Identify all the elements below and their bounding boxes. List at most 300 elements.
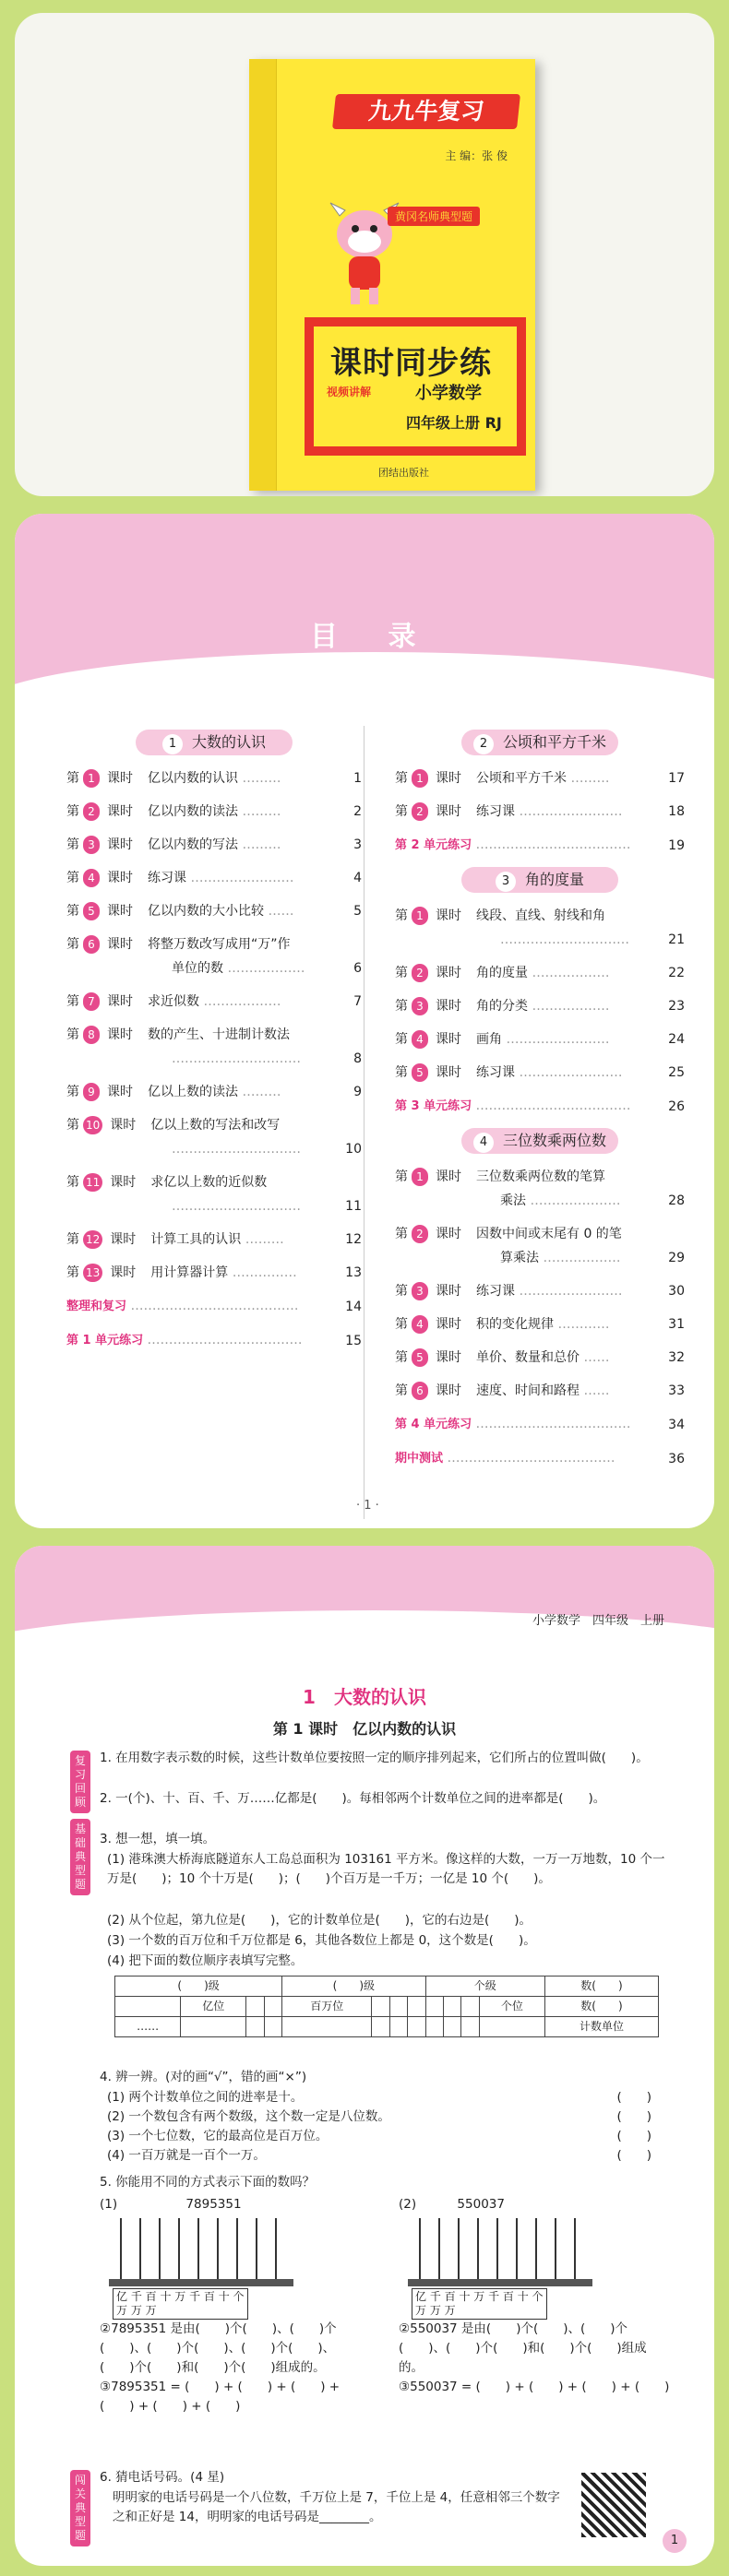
toc-lesson-title: 练习课 — [476, 804, 515, 819]
toc-lesson-prefix: 第 — [66, 1175, 79, 1190]
abacus-units: 亿 千 百 十 万 千 百 十 个 万 万 万 — [113, 2288, 248, 2320]
toc-lesson-title: 公顷和平方千米 — [476, 771, 567, 786]
toc-lesson-number: 3 — [83, 836, 100, 854]
toc-lesson-number: 8 — [83, 1026, 100, 1044]
toc-lesson-number: 4 — [83, 869, 100, 887]
judge-text: (1) 两个计数单位之间的进率是十。 — [107, 2090, 304, 2105]
toc-lesson-number: 2 — [83, 802, 100, 821]
toc-leader: ………… — [554, 1317, 610, 1332]
toc-page: 32 — [668, 1350, 685, 1365]
toc-leader: ……………… — [223, 961, 305, 976]
toc-extra-row — [66, 1328, 362, 1353]
toc-extra-title: 第 2 单元练习 — [395, 838, 472, 852]
toc-leader: …………………… — [186, 871, 294, 885]
toc-lesson-unit: 课时 — [436, 1227, 461, 1241]
toc-page: 17 — [668, 771, 685, 786]
toc-lesson-prefix: 第 — [395, 1227, 408, 1241]
toc-page-number: · 1 · — [356, 1499, 379, 1513]
section-pill — [461, 867, 618, 893]
toc-page: 30 — [668, 1284, 685, 1299]
toc-page: 19 — [668, 838, 685, 853]
section-title: 角的度量 — [524, 871, 584, 888]
toc-row — [66, 800, 362, 824]
table-cell: 个位 — [479, 1997, 544, 2017]
toc-row — [395, 994, 685, 1018]
toc-lesson-title: 练习课 — [476, 1065, 515, 1080]
toc-lesson-title: 三位数乘两位数的笔算 — [476, 1169, 605, 1184]
toc-extra-row — [395, 833, 685, 858]
toc-row — [395, 800, 685, 824]
abacus-rod — [178, 2218, 180, 2279]
question-6-text: 明明家的电话号码是一个八位数，千万位上是 7，千位上是 4，任意相邻三个数字之和正好是 14，明明家的电话号码是________。 — [113, 2490, 560, 2524]
toc-right-column — [395, 726, 685, 1480]
toc-lesson-title: 练习课 — [476, 1284, 515, 1299]
abacus-bar — [408, 2279, 592, 2286]
toc-extra-row — [66, 1294, 362, 1319]
toc-extra-title: 期中测试 — [395, 1452, 444, 1466]
toc-lesson-number: 10 — [83, 1116, 102, 1134]
toc-lesson-unit: 课时 — [110, 1232, 137, 1247]
toc-leader: ……… — [238, 771, 281, 786]
toc-page: 2 — [353, 804, 362, 819]
abacus-rod — [197, 2218, 199, 2279]
toc-lesson-unit: 课时 — [107, 837, 133, 852]
toc-page: 31 — [668, 1317, 685, 1332]
toc-leader: …… — [580, 1383, 610, 1398]
question-6: 6. 猜电话号码。(4 星) — [100, 2470, 225, 2485]
table-cell: 计数单位 — [544, 2017, 658, 2037]
toc-leader: …………………… — [515, 804, 623, 819]
toc-page: 11 — [345, 1199, 362, 1214]
toc-leader: …………………… — [515, 1065, 623, 1080]
toc-row — [395, 1279, 685, 1303]
toc-page: 25 — [668, 1065, 685, 1080]
table-cell: ( )级 — [282, 1977, 425, 1997]
toc-page: 8 — [353, 1051, 362, 1066]
toc-row — [395, 1027, 685, 1051]
section-pill — [461, 1128, 618, 1154]
toc-row — [66, 932, 362, 980]
abacus-rod — [159, 2218, 161, 2279]
toc-row — [66, 899, 362, 923]
toc-lesson-unit: 课时 — [436, 1284, 461, 1299]
toc-lesson-number: 4 — [412, 1315, 428, 1334]
slogan-badge: 黄冈名师典型题 — [388, 207, 480, 226]
toc-lesson-number: 1 — [412, 769, 428, 788]
table-cell: 亿位 — [181, 1997, 246, 2017]
question-4: 4. 辨一辨。(对的画“√”，错的画“×”) — [100, 2070, 307, 2084]
toc-page: 23 — [668, 999, 685, 1014]
toc-lesson-prefix: 第 — [395, 1169, 408, 1184]
toc-lesson-prefix: 第 — [395, 771, 408, 786]
section-pill — [461, 730, 618, 755]
judge-answer-box: ( ) — [616, 2109, 651, 2124]
toc-leader: ………………………………… — [443, 1451, 615, 1466]
toc-lesson-prefix: 第 — [395, 908, 408, 923]
table-cell: 百万位 — [282, 1997, 372, 2017]
toc-lesson-number: 2 — [412, 1225, 428, 1243]
book-cover — [249, 59, 535, 491]
abacus-2-expansion: ③550037 = ( ) + ( ) + ( ) + ( ) — [399, 2380, 670, 2394]
toc-lesson-number: 5 — [83, 902, 100, 920]
toc-lesson-title: 计算工具的认识 — [150, 1232, 242, 1247]
subject-label: 小学数学 — [415, 384, 482, 403]
section-title: 三位数乘两位数 — [502, 1132, 606, 1149]
table-cell: 个级 — [425, 1977, 544, 1997]
toc-lesson-prefix: 第 — [66, 1118, 79, 1133]
toc-row — [395, 1222, 685, 1270]
toc-lesson-unit: 课时 — [436, 999, 461, 1014]
brand-logo: 九九牛复习 — [332, 94, 520, 129]
toc-page: 13 — [345, 1265, 362, 1280]
toc-lesson-number: 6 — [412, 1382, 428, 1400]
judge-answer-box: ( ) — [616, 2129, 651, 2143]
abacus-2 — [408, 2214, 620, 2325]
toc-lesson-number: 6 — [83, 935, 100, 954]
toc-lesson-number: 9 — [83, 1083, 100, 1101]
abacus-rod — [535, 2218, 537, 2279]
toc-lesson-prefix: 第 — [395, 1284, 408, 1299]
toc-lesson-title: 线段、直线、射线和角 — [476, 908, 605, 923]
toc-lesson-number: 4 — [412, 1030, 428, 1049]
toc-lesson-unit: 课时 — [107, 804, 133, 819]
toc-lesson-unit: 课时 — [436, 1169, 461, 1184]
page-number-badge: 1 — [663, 2529, 687, 2553]
toc-lesson-number: 11 — [83, 1173, 102, 1192]
toc-leader: …………… — [228, 1265, 297, 1280]
toc-lesson-title: 求亿以上数的近似数 — [150, 1175, 268, 1190]
toc-lesson-title: 用计算器计算 — [150, 1265, 229, 1280]
abacus-rod — [496, 2218, 498, 2279]
section-number: 4 — [473, 1133, 494, 1153]
toc-leader: …… — [264, 904, 294, 919]
abacus-bar — [109, 2279, 293, 2286]
judge-item — [107, 2127, 670, 2146]
toc-lesson-number: 7 — [83, 992, 100, 1011]
judge-text: (2) 一个数包含有两个数级，这个数一定是八位数。 — [107, 2109, 390, 2124]
toc-leader: ……………………………… — [143, 1333, 303, 1347]
toc-lesson-title: 练习课 — [148, 871, 186, 885]
abacus-1-composition: ②7895351 是由( )个( )、( )个( )、( )个( )、( )个( )、( )个( )和( )个( )组成的。 — [100, 2321, 337, 2375]
toc-lesson-title: 亿以上数的读法 — [148, 1085, 238, 1099]
toc-lesson-prefix: 第 — [66, 1232, 79, 1247]
question-5: 5. 你能用不同的方式表示下面的数吗？ — [100, 2175, 316, 2190]
toc-page: 6 — [353, 961, 362, 976]
abacus-units: 亿 千 百 十 万 千 百 十 个 万 万 万 — [412, 2288, 547, 2320]
toc-leader: ……………… — [539, 1251, 621, 1265]
toc-lesson-prefix: 第 — [66, 1265, 79, 1280]
abacus-rod — [555, 2218, 556, 2279]
abacus-rod — [120, 2218, 122, 2279]
section-title: 大数的认识 — [191, 733, 266, 751]
toc-lesson-number: 1 — [412, 907, 428, 925]
toc-leader: ………………… — [526, 1193, 621, 1208]
toc-lesson-unit: 课时 — [110, 1175, 137, 1190]
toc-lesson-title: 因数中间或末尾有 0 的笔 — [476, 1227, 622, 1241]
toc-row — [395, 904, 685, 952]
abacus-rod — [139, 2218, 141, 2279]
toc-page: 9 — [353, 1085, 362, 1099]
judge-answer-box: ( ) — [616, 2090, 651, 2105]
toc-page: 33 — [668, 1383, 685, 1398]
toc-lesson-title: 亿以上数的写法和改写 — [150, 1118, 281, 1133]
question-3-1: (1) 港珠澳大桥海底隧道东人工岛总面积为 103161 平方米。像这样的大数，一万一万地数，10 个一万是( )；10 个十万是( )；( )个百万是一千万；一亿是 10 个( )。 — [107, 1852, 665, 1886]
toc-page: 7 — [353, 994, 362, 1009]
section-number: 3 — [496, 872, 516, 892]
toc-row — [66, 1113, 362, 1161]
book-spine — [249, 59, 277, 491]
toc-page: 12 — [345, 1232, 362, 1247]
abacus-rod — [275, 2218, 277, 2279]
toc-page: 29 — [668, 1251, 685, 1265]
toc-row — [395, 961, 685, 985]
toc-lesson-number: 3 — [412, 997, 428, 1015]
toc-lesson-prefix: 第 — [395, 1317, 408, 1332]
toc-leader: ……… — [241, 1232, 284, 1247]
toc-leader: ……………………………… — [472, 1417, 631, 1431]
toc-row — [395, 766, 685, 790]
toc-leader: ………………………… — [172, 1051, 301, 1066]
toc-page: 1 — [353, 771, 362, 786]
toc-leader: ……………… — [528, 999, 610, 1014]
toc-row — [66, 866, 362, 890]
video-label: 视频讲解 — [327, 386, 372, 398]
toc-lesson-unit: 课时 — [436, 908, 461, 923]
section-pill — [136, 730, 293, 755]
toc-lesson-title: 亿以内数的认识 — [148, 771, 238, 786]
judge-answer-box: ( ) — [616, 2148, 651, 2163]
toc-lesson-prefix: 第 — [66, 1085, 79, 1099]
abacus-rod — [477, 2218, 479, 2279]
abacus-1 — [109, 2214, 321, 2325]
judge-text: (4) 一百万就是一百个一万。 — [107, 2148, 266, 2163]
toc-lesson-title: 角的分类 — [476, 999, 528, 1014]
toc-leader: …………………… — [515, 1284, 623, 1299]
toc-extra-row — [395, 1094, 685, 1119]
lesson-title: 第 1 课时 亿以内数的认识 — [272, 1720, 457, 1738]
toc-lesson-unit: 课时 — [107, 871, 133, 885]
abacus-2-label: (2) — [399, 2197, 417, 2212]
abacus-rod — [236, 2218, 238, 2279]
toc-leader: ………………………… — [500, 932, 629, 947]
toc-lesson-unit: 课时 — [107, 904, 133, 919]
toc-lesson-prefix: 第 — [66, 904, 79, 919]
judge-item — [107, 2107, 670, 2127]
section-title: 公顷和平方千米 — [502, 733, 606, 751]
toc-page: 28 — [668, 1193, 685, 1208]
toc-title: 目 录 — [310, 621, 436, 653]
abacus-block-2 — [399, 2195, 670, 2397]
abacus-block-1 — [100, 2195, 367, 2416]
toc-lesson-unit: 课时 — [110, 1265, 137, 1280]
toc-leader: ………………………… — [172, 1199, 301, 1214]
toc-lesson-title-cont: 乘法 — [500, 1193, 526, 1208]
abacus-rod — [256, 2218, 257, 2279]
toc-leader: ……… — [567, 771, 610, 786]
toc-left-column — [66, 726, 362, 1362]
toc-lesson-prefix: 第 — [395, 1065, 408, 1080]
toc-extra-title: 第 1 单元练习 — [66, 1334, 144, 1347]
toc-lesson-title: 积的变化规律 — [476, 1317, 554, 1332]
toc-leader: ……… — [238, 804, 281, 819]
toc-row — [395, 1165, 685, 1213]
place-value-table — [114, 1976, 659, 2037]
toc-extra-title: 整理和复习 — [66, 1300, 127, 1313]
toc-lesson-prefix: 第 — [395, 1032, 408, 1047]
toc-panel — [15, 514, 714, 1528]
title-box — [305, 317, 526, 456]
toc-lesson-title: 求近似数 — [148, 994, 199, 1009]
toc-lesson-prefix: 第 — [395, 966, 408, 980]
toc-lesson-prefix: 第 — [66, 1027, 79, 1042]
toc-row — [66, 766, 362, 790]
toc-page: 14 — [345, 1300, 362, 1314]
qr-code-icon[interactable] — [581, 2473, 646, 2537]
judge-item — [107, 2088, 670, 2107]
toc-row — [66, 1228, 362, 1252]
lesson-panel — [15, 1546, 714, 2566]
question-1: 1. 在用数字表示数的时候，这些计数单位要按照一定的顺序排列起来，它们所占的位置叫做( )。 — [100, 1751, 649, 1765]
abacus-2-composition: ②550037 是由( )个( )、( )个( )、( )个( )和( )个( )组成的。 — [399, 2321, 647, 2375]
toc-lesson-unit: 课时 — [436, 1065, 461, 1080]
abacus-rod — [516, 2218, 518, 2279]
toc-lesson-number: 1 — [83, 769, 100, 788]
toc-lesson-number: 1 — [412, 1168, 428, 1186]
toc-page: 21 — [668, 932, 685, 947]
question-3-2: (2) 从个位起，第九位是( )，它的计数单位是( )，它的右边是( )。 — [107, 1913, 532, 1928]
abacus-1-number: 7895351 — [185, 2197, 242, 2212]
abacus-rod — [574, 2218, 576, 2279]
toc-lesson-unit: 课时 — [436, 966, 461, 980]
toc-lesson-unit: 课时 — [107, 771, 133, 786]
page-header: 小学数学 四年级 上册 — [532, 1614, 664, 1628]
abacus-2-number: 550037 — [457, 2197, 505, 2212]
toc-leader: …… — [580, 1350, 610, 1365]
toc-lesson-prefix: 第 — [395, 1350, 408, 1365]
toc-page: 18 — [668, 804, 685, 819]
toc-lesson-prefix: 第 — [66, 871, 79, 885]
toc-page: 10 — [345, 1142, 362, 1157]
challenge-tag: 闯关典型题 — [70, 2470, 90, 2546]
toc-lesson-title: 角的度量 — [476, 966, 528, 980]
toc-leader: ……………… — [199, 994, 281, 1009]
toc-row — [66, 1080, 362, 1104]
toc-extra-row — [395, 1412, 685, 1437]
toc-lesson-unit: 课时 — [107, 1027, 133, 1042]
toc-lesson-unit: 课时 — [436, 804, 461, 819]
editor-text: 主 编：张 俊 — [445, 149, 508, 162]
toc-lesson-title-cont: 单位的数 — [172, 961, 223, 976]
toc-page: 5 — [353, 904, 362, 919]
section-number: 2 — [473, 734, 494, 754]
toc-lesson-number: 2 — [412, 964, 428, 982]
toc-row — [395, 1312, 685, 1336]
toc-lesson-title: 将整万数改写成用“万”作 — [148, 937, 291, 952]
table-cell: …… — [115, 2017, 181, 2037]
toc-leader: ………………………… — [172, 1142, 301, 1157]
basic-tag: 基础典型题 — [70, 1819, 90, 1895]
toc-lesson-title: 数的产生、十进制计数法 — [148, 1027, 290, 1042]
toc-lesson-unit: 课时 — [436, 1032, 461, 1047]
toc-lesson-number: 12 — [83, 1230, 102, 1249]
toc-lesson-prefix: 第 — [66, 837, 79, 852]
toc-row — [395, 1346, 685, 1370]
toc-lesson-unit: 课时 — [436, 1383, 461, 1398]
toc-leader: ……… — [238, 1085, 281, 1099]
toc-row — [395, 1379, 685, 1403]
toc-extra-row — [395, 1446, 685, 1471]
judge-item — [107, 2146, 670, 2166]
toc-leader: ……………… — [528, 966, 610, 980]
toc-lesson-title: 速度、时间和路程 — [476, 1383, 580, 1398]
toc-lesson-prefix: 第 — [66, 937, 79, 952]
toc-leader: ……… — [238, 837, 281, 852]
toc-lesson-prefix: 第 — [395, 804, 408, 819]
toc-page: 22 — [668, 966, 685, 980]
toc-lesson-prefix: 第 — [395, 999, 408, 1014]
toc-row — [66, 833, 362, 857]
question-3-3: (3) 一个数的百万位和千万位都是 6，其他各数位上都是 0，这个数是( )。 — [107, 1933, 536, 1948]
question-3: 3. 想一想，填一填。 — [100, 1832, 216, 1846]
toc-lesson-title: 画角 — [476, 1032, 502, 1047]
question-4-list — [100, 2088, 670, 2166]
table-cell: 数( ) — [544, 1977, 658, 1997]
toc-row — [66, 990, 362, 1014]
toc-page: 24 — [668, 1032, 685, 1047]
toc-page: 34 — [668, 1418, 685, 1432]
toc-lesson-prefix: 第 — [66, 994, 79, 1009]
toc-lesson-number: 5 — [412, 1063, 428, 1082]
toc-lesson-unit: 课时 — [107, 937, 133, 952]
question-3-4: (4) 把下面的数位顺序表填写完整。 — [107, 1953, 304, 1968]
judge-text: (3) 一个七位数，它的最高位是百万位。 — [107, 2129, 329, 2143]
toc-page: 3 — [353, 837, 362, 852]
toc-lesson-title: 亿以内数的写法 — [148, 837, 238, 852]
toc-lesson-number: 2 — [412, 802, 428, 821]
section-number: 1 — [162, 734, 183, 754]
toc-lesson-prefix: 第 — [66, 804, 79, 819]
toc-lesson-unit: 课时 — [436, 771, 461, 786]
toc-extra-title: 第 3 单元练习 — [395, 1099, 472, 1113]
table-cell: 数( ) — [544, 1997, 658, 2017]
toc-row — [66, 1170, 362, 1218]
abacus-rod — [419, 2218, 421, 2279]
toc-lesson-unit: 课时 — [107, 994, 133, 1009]
chapter-title: 1 大数的认识 — [303, 1686, 426, 1708]
toc-extra-title: 第 4 单元练习 — [395, 1418, 472, 1431]
publisher-label: 团结出版社 — [378, 467, 429, 479]
toc-page: 15 — [345, 1334, 362, 1348]
toc-leader: ………………………………… — [126, 1299, 299, 1313]
toc-row — [395, 1061, 685, 1085]
toc-lesson-number: 5 — [412, 1348, 428, 1367]
toc-leader: ……………………………… — [472, 837, 631, 852]
toc-leader: ……………………………… — [472, 1098, 631, 1113]
toc-lesson-prefix: 第 — [395, 1383, 408, 1398]
toc-lesson-unit: 课时 — [110, 1118, 137, 1133]
toc-leader: …………………… — [502, 1032, 610, 1047]
abacus-rod — [438, 2218, 440, 2279]
toc-lesson-unit: 课时 — [107, 1085, 133, 1099]
toc-lesson-title: 单价、数量和总价 — [476, 1350, 580, 1365]
book-title: 课时同步练 — [330, 345, 492, 382]
toc-lesson-unit: 课时 — [436, 1350, 461, 1365]
review-tag: 复习回顾 — [70, 1751, 90, 1813]
toc-page: 26 — [668, 1099, 685, 1114]
toc-row — [66, 1023, 362, 1071]
question-2: 2. 一(个)、十、百、千、万……亿都是( )。每相邻两个计数单位之间的进率都是( )。 — [100, 1791, 606, 1806]
table-cell: ( )级 — [115, 1977, 282, 1997]
